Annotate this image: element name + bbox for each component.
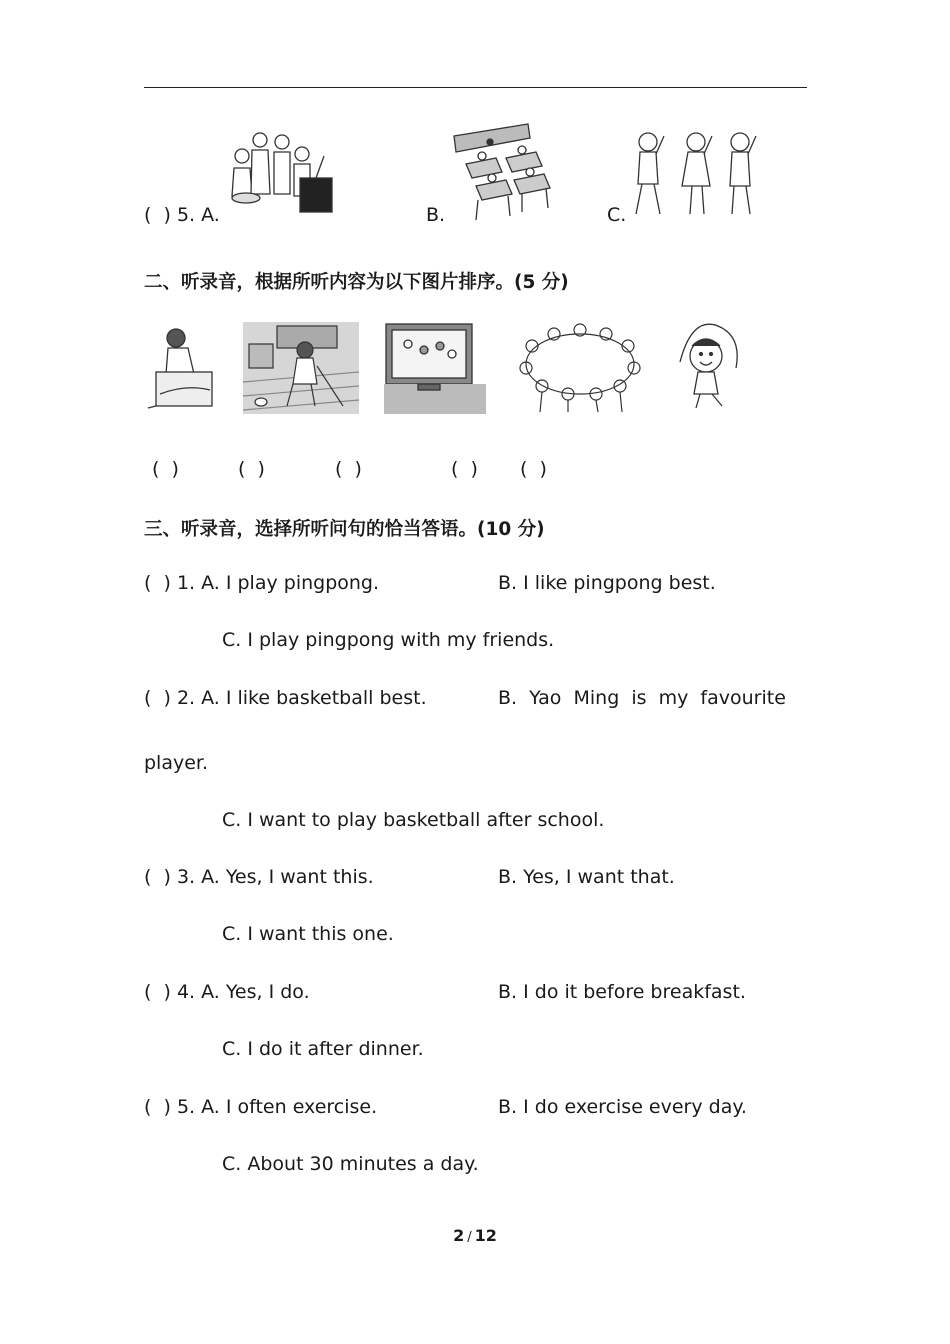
q5-label: ( ) 5. A.: [144, 204, 220, 226]
girl-lifting-box-picture: [146, 324, 218, 412]
header-rule: [144, 87, 807, 88]
q1-option-b: B. I like pingpong best.: [498, 572, 716, 594]
q5-option-b: B. I do exercise every day.: [498, 1096, 747, 1118]
q5-option-c-label: C.: [607, 204, 627, 226]
q3-option-c: C. I want this one.: [222, 923, 394, 945]
q5-option-b-picture: [452, 122, 558, 224]
q5-option-c: C. About 30 minutes a day.: [222, 1153, 479, 1175]
q1-option-a: ( ) 1. A. I play pingpong.: [144, 572, 380, 594]
q5-option-a: ( ) 5. A. I often exercise.: [144, 1096, 378, 1118]
q2-option-c: C. I want to play basketball after school.: [222, 809, 605, 831]
q4-option-b: B. I do it before breakfast.: [498, 981, 746, 1003]
q3-option-b: B. Yes, I want that.: [498, 866, 675, 888]
total-pages: 12: [474, 1226, 497, 1245]
q4-option-c: C. I do it after dinner.: [222, 1038, 424, 1060]
order-blank-5: ( ): [520, 458, 547, 480]
q4-option-a: ( ) 4. A. Yes, I do.: [144, 981, 310, 1003]
q2-option-a: ( ) 2. A. I like basketball best.: [144, 687, 427, 709]
q5-option-c-picture: [628, 130, 770, 220]
q5-option-a-picture: [224, 126, 342, 222]
q5-option-b-label: B.: [426, 204, 446, 226]
q1-option-c: C. I play pingpong with my friends.: [222, 629, 555, 651]
order-blank-4: ( ): [451, 458, 478, 480]
page-number: 2 / 12: [453, 1226, 497, 1245]
children-circle-game-picture: [512, 322, 648, 414]
current-page: 2: [453, 1226, 465, 1245]
tv-football-match-picture: [384, 322, 486, 414]
section3-heading: 三、听录音，选择所听问句的恰当答语。(10 分): [144, 519, 545, 540]
girl-sweeping-floor-picture: [243, 322, 359, 414]
q3-option-a: ( ) 3. A. Yes, I want this.: [144, 866, 374, 888]
q2-option-b: B. Yao Ming is my favourite: [498, 687, 786, 709]
boy-skipping-rope-picture: [672, 322, 744, 414]
order-blank-1: ( ): [152, 458, 179, 480]
order-blank-3: ( ): [335, 458, 362, 480]
order-blank-2: ( ): [238, 458, 265, 480]
q2-option-b-continued: player.: [144, 752, 209, 774]
section2-heading: 二、听录音，根据所听内容为以下图片排序。(5 分): [144, 272, 569, 293]
